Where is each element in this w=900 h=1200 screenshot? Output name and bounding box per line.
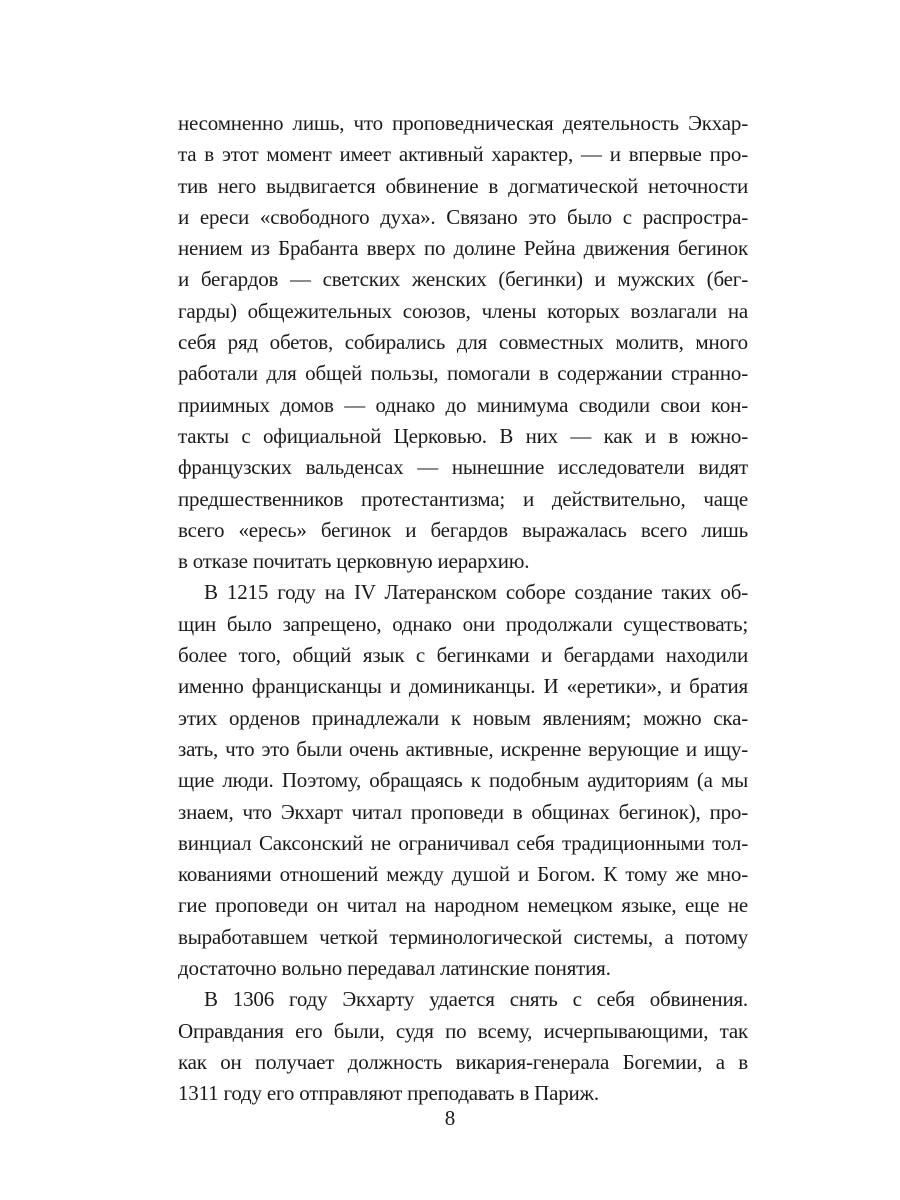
paragraph bbox=[178, 108, 748, 577]
text-line: та в этот момент имеет активный характер, — и впервые про- bbox=[178, 142, 748, 167]
text-line: В 1306 году Экхарту удается снять с себя обвинения. bbox=[204, 987, 748, 1012]
text-line: тив него выдвигается обвинение в догматической неточности bbox=[178, 173, 748, 198]
text-line: французских вальденсах — нынешние исследователи видят bbox=[178, 455, 748, 480]
text-line: выработавшем четкой терминологической системы, а потому bbox=[178, 924, 748, 949]
text-line: Оправдания его были, судя по всему, исчерпывающими, так bbox=[178, 1018, 748, 1043]
text-line: как он получает должность викария-генерала Богемии, а в bbox=[178, 1049, 748, 1074]
text-line: достаточно вольно передавал латинские понятия. bbox=[178, 956, 611, 981]
page-body bbox=[178, 108, 748, 1110]
paragraph bbox=[178, 577, 748, 984]
text-line: кованиями отношений между душой и Богом. К тому же мно- bbox=[178, 862, 748, 887]
text-line: более того, общий язык с бегинками и бегардами находили bbox=[178, 643, 748, 668]
text-line: щие люди. Поэтому, обращаясь к подобным аудиториям (а мы bbox=[178, 768, 748, 793]
text-line: и ереси «свободного духа». Связано это было с распростра- bbox=[178, 204, 748, 229]
text-line: несомненно лишь, что проповедническая деятельность Экхар- bbox=[178, 111, 748, 135]
text-line: и бегардов — светских женских (бегинки) и мужских (бег- bbox=[178, 267, 748, 292]
text-line: в отказе почитать церковную иерархию. bbox=[178, 549, 530, 574]
page-number: 8 bbox=[444, 1106, 456, 1130]
text-line: В 1215 году на IV Латеранском соборе создание таких об- bbox=[204, 580, 748, 605]
text-line: зать, что это были очень активные, искренне верующие и ищу- bbox=[178, 736, 748, 761]
text-line: предшественников протестантизма; и действительно, чаще bbox=[178, 486, 748, 511]
text-line: работали для общей пользы, помогали в содержании странно- bbox=[178, 361, 748, 386]
text-line: 1311 году его отправляют преподавать в Париж. bbox=[178, 1081, 599, 1106]
text-line: знаем, что Экхарт читал проповеди в общинах бегинок), про- bbox=[178, 799, 748, 824]
text-line: гарды) общежительных союзов, члены которых возлагали на bbox=[178, 298, 748, 323]
text-line: щин было запрещено, однако они продолжали существовать; bbox=[178, 611, 748, 636]
text-line: всего «ересь» бегинок и бегардов выражалась всего лишь bbox=[178, 517, 748, 542]
text-line: именно францисканцы и доминиканцы. И «еретики», и братия bbox=[178, 674, 748, 699]
paragraph bbox=[178, 984, 748, 1109]
text-line: этих орденов принадлежали к новым явлениям; можно ска- bbox=[178, 705, 748, 730]
text-line: гие проповеди он читал на народном немецком языке, еще не bbox=[178, 893, 748, 918]
text-line: приимных домов — однако до минимума сводили свои кон- bbox=[178, 392, 748, 417]
text-line: такты с официальной Церковью. В них — как и в южно- bbox=[178, 423, 748, 448]
text-line: нением из Брабанта вверх по долине Рейна движения бегинок bbox=[178, 236, 748, 261]
text-line: винциал Саксонский не ограничивал себя традиционными тол- bbox=[178, 830, 748, 855]
text-line: себя ряд обетов, собирались для совместных молитв, много bbox=[178, 330, 748, 355]
